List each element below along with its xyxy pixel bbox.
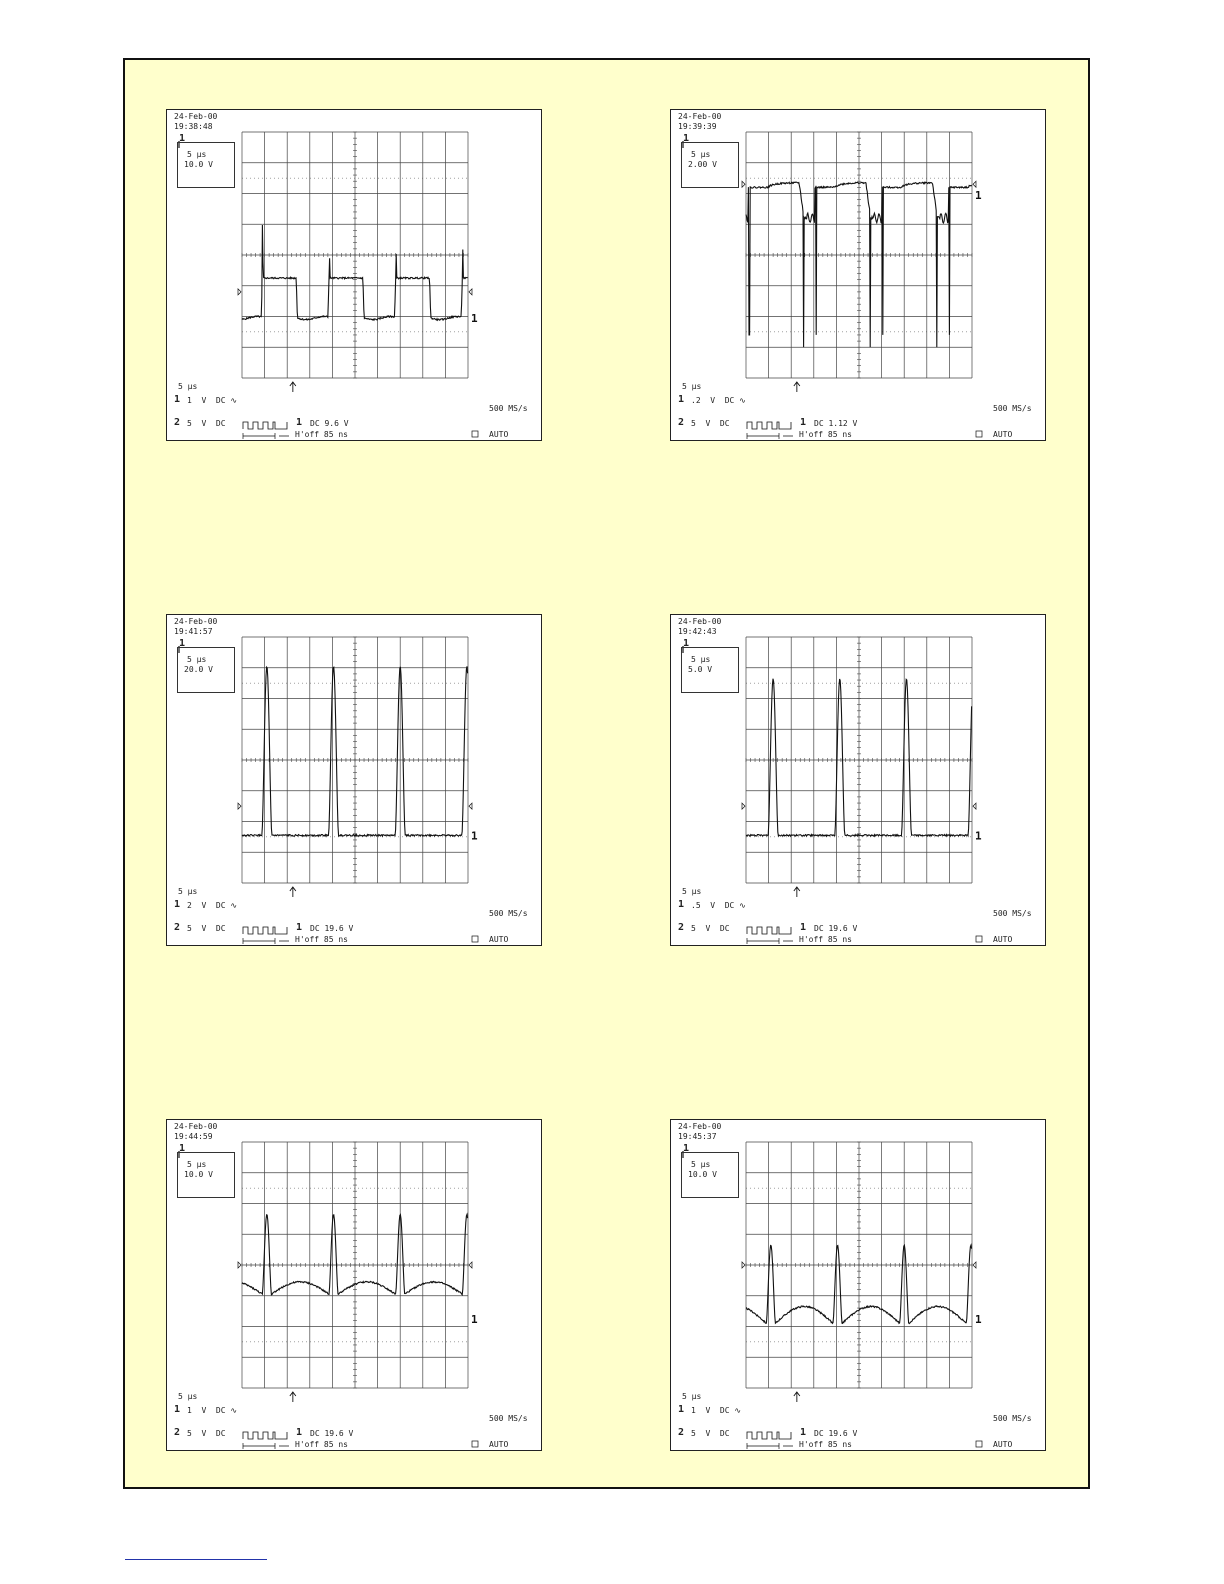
trigger-mode-icon <box>472 1441 478 1447</box>
timebase-label: 5 µs <box>178 887 198 896</box>
ch1-label: 1 <box>678 1404 685 1415</box>
ch2-settings: 5 V DC <box>187 1429 226 1438</box>
box-volt-value: 2.00 V <box>688 160 717 169</box>
ch1-label: 1 <box>174 1404 181 1415</box>
level-marker-icon <box>238 1262 241 1268</box>
trigger-level: DC 9.6 V <box>310 419 349 428</box>
ch1-settings: .2 V DC ∿ <box>691 396 746 405</box>
trigger-mode-icon <box>976 1441 982 1447</box>
holdoff-span-icon <box>243 1443 289 1449</box>
trigger-level: DC 1.12 V <box>814 419 858 428</box>
ch2-settings: 5 V DC <box>691 924 730 933</box>
trigger-level: DC 19.6 V <box>310 1429 354 1438</box>
level-marker-icon <box>742 1262 745 1268</box>
footnote-rule <box>125 1559 267 1560</box>
ch2-settings: 5 V DC <box>691 419 730 428</box>
holdoff-value: H'off 85 ns <box>295 1440 348 1449</box>
ch2-label: 2 <box>174 1427 181 1438</box>
level-marker-icon <box>469 1262 472 1268</box>
trigger-channel: 1 <box>296 922 303 933</box>
trigger-position-arrow-icon <box>794 887 800 897</box>
trigger-mode-icon <box>472 936 478 942</box>
trigger-channel: 1 <box>800 1427 807 1438</box>
timebase-label: 5 µs <box>178 1392 198 1401</box>
box-time-value: 5 µs <box>187 655 207 664</box>
capture-date: 24-Feb-00 <box>678 1122 722 1131</box>
ch1-label: 1 <box>174 899 181 910</box>
ch1-settings: 2 V DC ∿ <box>187 901 238 910</box>
sample-rate: 500 MS/s <box>489 404 528 413</box>
trigger-mode: AUTO <box>489 1440 509 1449</box>
box-marker: 1 <box>683 133 690 144</box>
capture-time: 19:44:59 <box>174 1132 213 1141</box>
trigger-position-arrow-icon <box>290 887 296 897</box>
trigger-mode: AUTO <box>993 935 1013 944</box>
trigger-level: DC 19.6 V <box>814 924 858 933</box>
timebase-label: 5 µs <box>682 382 702 391</box>
ch1-settings: 1 V DC ∿ <box>187 1406 238 1415</box>
capture-time: 19:45:37 <box>678 1132 717 1141</box>
trigger-level: DC 19.6 V <box>310 924 354 933</box>
channel-ground-marker: 1 <box>975 189 982 203</box>
trigger-channel: 1 <box>296 417 303 428</box>
level-marker-icon <box>469 289 472 295</box>
scope-screenshot-2 <box>670 109 1046 441</box>
trigger-pulse-icon <box>243 422 287 429</box>
ch1-settings: .5 V DC ∿ <box>691 901 746 910</box>
trigger-position-arrow-icon <box>290 1392 296 1402</box>
ch2-label: 2 <box>678 1427 685 1438</box>
scope-screenshot-3 <box>166 614 542 946</box>
holdoff-value: H'off 85 ns <box>799 935 852 944</box>
level-marker-icon <box>742 803 745 809</box>
holdoff-span-icon <box>747 938 793 944</box>
box-marker: 1 <box>179 1143 186 1154</box>
holdoff-span-icon <box>243 433 289 439</box>
channel-ground-marker: 1 <box>471 1312 478 1326</box>
sample-rate: 500 MS/s <box>993 1414 1032 1423</box>
trigger-mode-icon <box>976 431 982 437</box>
box-time-value: 5 µs <box>187 150 207 159</box>
capture-date: 24-Feb-00 <box>678 112 722 121</box>
capture-time: 19:42:43 <box>678 627 717 636</box>
channel-ground-marker: 1 <box>975 1312 982 1326</box>
capture-date: 24-Feb-00 <box>174 617 218 626</box>
trigger-channel: 1 <box>800 417 807 428</box>
holdoff-value: H'off 85 ns <box>799 430 852 439</box>
trigger-pulse-icon <box>747 927 791 934</box>
trigger-position-arrow-icon <box>794 1392 800 1402</box>
box-time-value: 5 µs <box>691 655 711 664</box>
level-marker-icon <box>238 289 241 295</box>
trigger-mode: AUTO <box>489 430 509 439</box>
box-time-value: 5 µs <box>691 150 711 159</box>
trigger-mode: AUTO <box>489 935 509 944</box>
ch1-label: 1 <box>174 394 181 405</box>
trigger-pulse-icon <box>243 927 287 934</box>
trigger-mode: AUTO <box>993 430 1013 439</box>
box-marker: 1 <box>683 638 690 649</box>
scope-screenshot-1 <box>166 109 542 441</box>
sample-rate: 500 MS/s <box>489 1414 528 1423</box>
channel-ground-marker: 1 <box>471 312 478 326</box>
level-marker-icon <box>238 803 241 809</box>
ch2-settings: 5 V DC <box>691 1429 730 1438</box>
timebase-label: 5 µs <box>178 382 198 391</box>
scope-screenshot-6 <box>670 1119 1046 1451</box>
scope-capture-sheet <box>123 58 1090 1489</box>
ch2-label: 2 <box>174 922 181 933</box>
box-marker: 1 <box>179 133 186 144</box>
capture-date: 24-Feb-00 <box>174 1122 218 1131</box>
trigger-pulse-icon <box>243 1432 287 1439</box>
sample-rate: 500 MS/s <box>993 404 1032 413</box>
scope-screenshot-5 <box>166 1119 542 1451</box>
ch2-label: 2 <box>174 417 181 428</box>
scope-screenshot-4 <box>670 614 1046 946</box>
ch2-settings: 5 V DC <box>187 924 226 933</box>
timebase-label: 5 µs <box>682 887 702 896</box>
box-volt-value: 10.0 V <box>184 1170 213 1179</box>
capture-time: 19:38:48 <box>174 122 213 131</box>
sample-rate: 500 MS/s <box>993 909 1032 918</box>
box-volt-value: 20.0 V <box>184 665 213 674</box>
trigger-channel: 1 <box>296 1427 303 1438</box>
ch2-settings: 5 V DC <box>187 419 226 428</box>
trigger-position-arrow-icon <box>794 382 800 392</box>
sample-rate: 500 MS/s <box>489 909 528 918</box>
ch2-label: 2 <box>678 417 685 428</box>
holdoff-span-icon <box>747 1443 793 1449</box>
channel-ground-marker: 1 <box>975 829 982 843</box>
box-time-value: 5 µs <box>187 1160 207 1169</box>
ch1-label: 1 <box>678 394 685 405</box>
box-marker: 1 <box>683 1143 690 1154</box>
level-marker-icon <box>742 181 745 187</box>
box-volt-value: 5.0 V <box>688 665 713 674</box>
ch2-label: 2 <box>678 922 685 933</box>
trigger-level: DC 19.6 V <box>814 1429 858 1438</box>
ch1-settings: 1 V DC ∿ <box>187 396 238 405</box>
capture-time: 19:41:57 <box>174 627 213 636</box>
timebase-label: 5 µs <box>682 1392 702 1401</box>
box-volt-value: 10.0 V <box>184 160 213 169</box>
ch1-label: 1 <box>678 899 685 910</box>
box-marker: 1 <box>179 638 186 649</box>
box-volt-value: 10.0 V <box>688 1170 717 1179</box>
level-marker-icon <box>973 181 976 187</box>
trigger-pulse-icon <box>747 422 791 429</box>
trigger-pulse-icon <box>747 1432 791 1439</box>
trigger-channel: 1 <box>800 922 807 933</box>
trigger-mode-icon <box>976 936 982 942</box>
ch1-settings: 1 V DC ∿ <box>691 1406 742 1415</box>
capture-date: 24-Feb-00 <box>678 617 722 626</box>
holdoff-value: H'off 85 ns <box>799 1440 852 1449</box>
holdoff-span-icon <box>747 433 793 439</box>
box-time-value: 5 µs <box>691 1160 711 1169</box>
level-marker-icon <box>469 803 472 809</box>
trigger-mode-icon <box>472 431 478 437</box>
capture-date: 24-Feb-00 <box>174 112 218 121</box>
capture-time: 19:39:39 <box>678 122 717 131</box>
holdoff-value: H'off 85 ns <box>295 430 348 439</box>
holdoff-span-icon <box>243 938 289 944</box>
level-marker-icon <box>973 803 976 809</box>
trigger-mode: AUTO <box>993 1440 1013 1449</box>
level-marker-icon <box>973 1262 976 1268</box>
trigger-position-arrow-icon <box>290 382 296 392</box>
channel-ground-marker: 1 <box>471 829 478 843</box>
holdoff-value: H'off 85 ns <box>295 935 348 944</box>
